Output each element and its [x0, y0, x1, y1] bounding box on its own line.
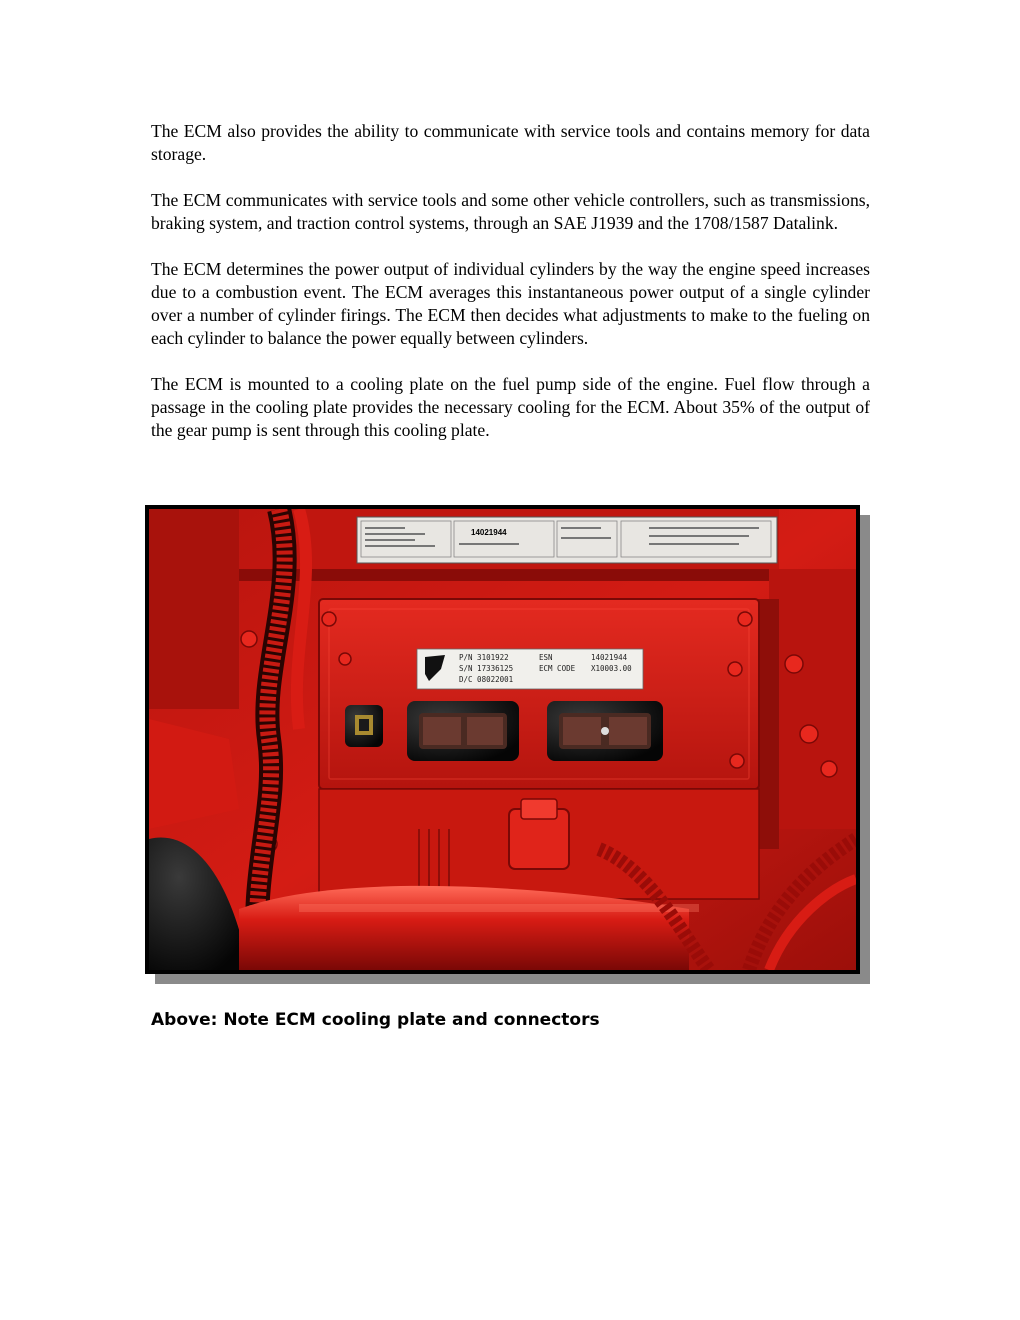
paragraph-datalink: The ECM communicates with service tools and some other vehicle controllers, such as transmissions, braking system, and traction control systems, through an SAE J1939 and the 1708/1587 Datalink.: [151, 190, 870, 233]
svg-text:ESN: ESN: [539, 653, 553, 662]
engine-illustration: [149, 509, 856, 970]
paragraph-cooling-plate: The ECM is mounted to a cooling plate on the fuel pump side of the engine. Fuel flow through a passage in the cooling plate provides the necessary cooling for the ECM. About 35% of the output of the gear pump is sent through this cooling plate.: [151, 374, 870, 440]
photo-frame: [145, 505, 860, 974]
svg-text:P/N 3101922: P/N 3101922: [459, 653, 509, 662]
figure-caption: Above: Note ECM cooling plate and connectors: [151, 1010, 600, 1030]
svg-text:D/C 08022001: D/C 08022001: [459, 675, 514, 684]
paragraph-cylinder-balance: The ECM determines the power output of individual cylinders by the way the engine speed increases due to a combustion event. The ECM averages this instantaneous power output of a single cylinder over a number of cylinder firings. The ECM then decides what adjustments to make to the fueling on each cylinder to balance the power equally between cylinders.: [151, 259, 870, 348]
paragraph-service-tools: The ECM also provides the ability to communicate with service tools and contains memory for data storage.: [151, 121, 870, 164]
svg-text:X10003.00: X10003.00: [591, 664, 632, 673]
svg-text:ECM CODE: ECM CODE: [539, 664, 576, 673]
engine-dataplate: [357, 517, 777, 563]
svg-text:14021944: 14021944: [591, 653, 628, 662]
ecm-photo: [149, 509, 856, 970]
ecm-cooling-plate: [319, 599, 759, 789]
svg-text:14021944: 14021944: [471, 528, 507, 537]
ecm-photo-figure: [145, 505, 871, 985]
svg-text:S/N 17336125: S/N 17336125: [459, 664, 514, 673]
document-body: [151, 120, 870, 465]
